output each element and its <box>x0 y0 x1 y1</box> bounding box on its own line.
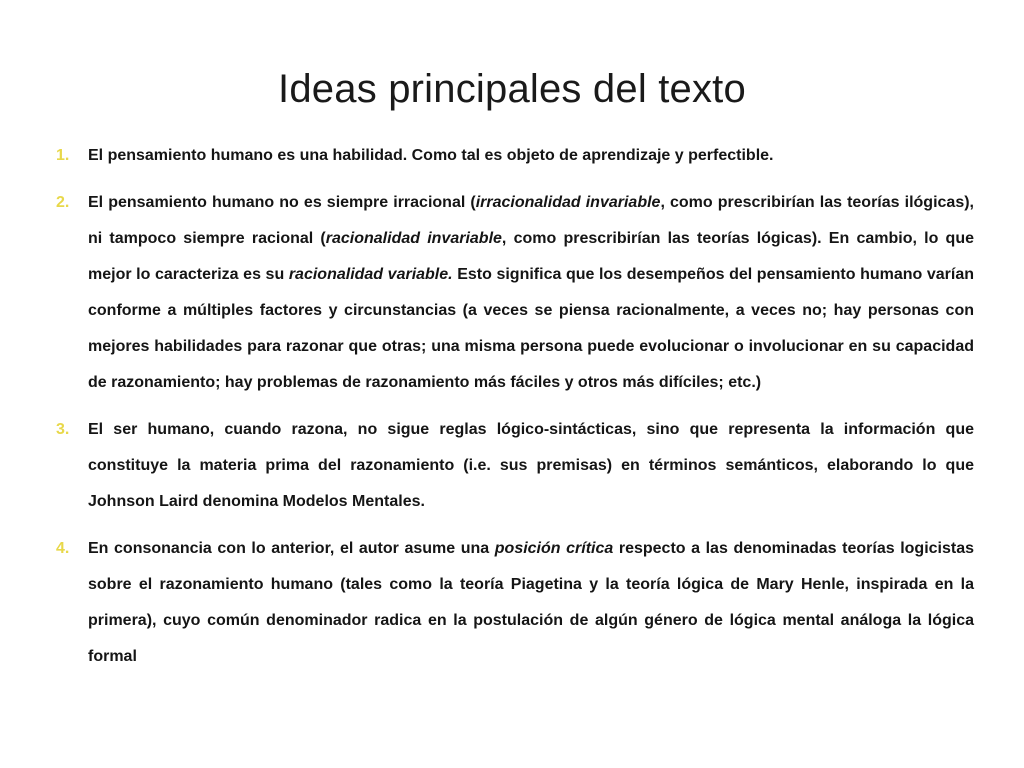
item-text <box>88 531 974 675</box>
text-segment: El ser humano, cuando razona, no sigue reglas lógico-sintácticas, sino que representa la información que constituye la materia prima del razonamiento (i.e. sus premisas) en términos semánticos, elaborando lo que Johnson Laird denomina Modelos Mentales. <box>88 421 974 510</box>
text-segment: En consonancia con lo anterior, el autor asume una <box>88 540 495 557</box>
text-segment: Esto significa que los desempeños del pensamiento humano varían conforme a múltiples factores y circunstancias (a veces se piensa racionalmente, a veces no; hay personas con mejores habilidades para razonar que otras; una misma persona puede evolucionar o involucionar en su capacidad de razonamiento; hay problemas de razonamiento más fáciles y otros más difíciles; etc.) <box>88 266 975 391</box>
item-number: 2. <box>56 194 70 211</box>
item-number: 3. <box>56 421 70 438</box>
item-text <box>88 185 974 401</box>
text-segment: , como prescribirían las teorías lógicas). En cambio, lo que mejor lo caracteriza es su <box>88 230 974 283</box>
emphasis-text: racionalidad invariable <box>325 230 502 247</box>
slide-title: Ideas principales del texto <box>278 66 746 111</box>
main-ideas-list <box>56 138 974 686</box>
item-text <box>88 138 974 174</box>
text-segment: , como prescribirían las teorías ilógicas), ni tampoco siempre racional ( <box>88 194 974 247</box>
text-segment: El pensamiento humano es una habilidad. Como tal es objeto de aprendizaje y perfectible. <box>88 147 774 164</box>
list-item <box>56 138 974 174</box>
item-text <box>88 412 974 520</box>
list-item <box>56 185 974 401</box>
text-segment: respecto a las denominadas teorías logicistas sobre el razonamiento humano (tales como la teoría Piagetina y la teoría lógica de Mary Henle, inspirada en la primera), cuyo común denominador radica en la postulación de algún género de lógica mental análoga la lógica formal <box>88 540 975 665</box>
emphasis-text: posición crítica <box>494 540 614 557</box>
item-number: 4. <box>56 540 70 557</box>
list-item <box>56 531 974 675</box>
item-number: 1. <box>56 147 70 164</box>
text-segment: El pensamiento humano no es siempre irracional ( <box>88 194 476 211</box>
emphasis-text: irracionalidad invariable <box>475 194 661 211</box>
list-item <box>56 412 974 520</box>
emphasis-text: racionalidad variable. <box>288 266 453 283</box>
